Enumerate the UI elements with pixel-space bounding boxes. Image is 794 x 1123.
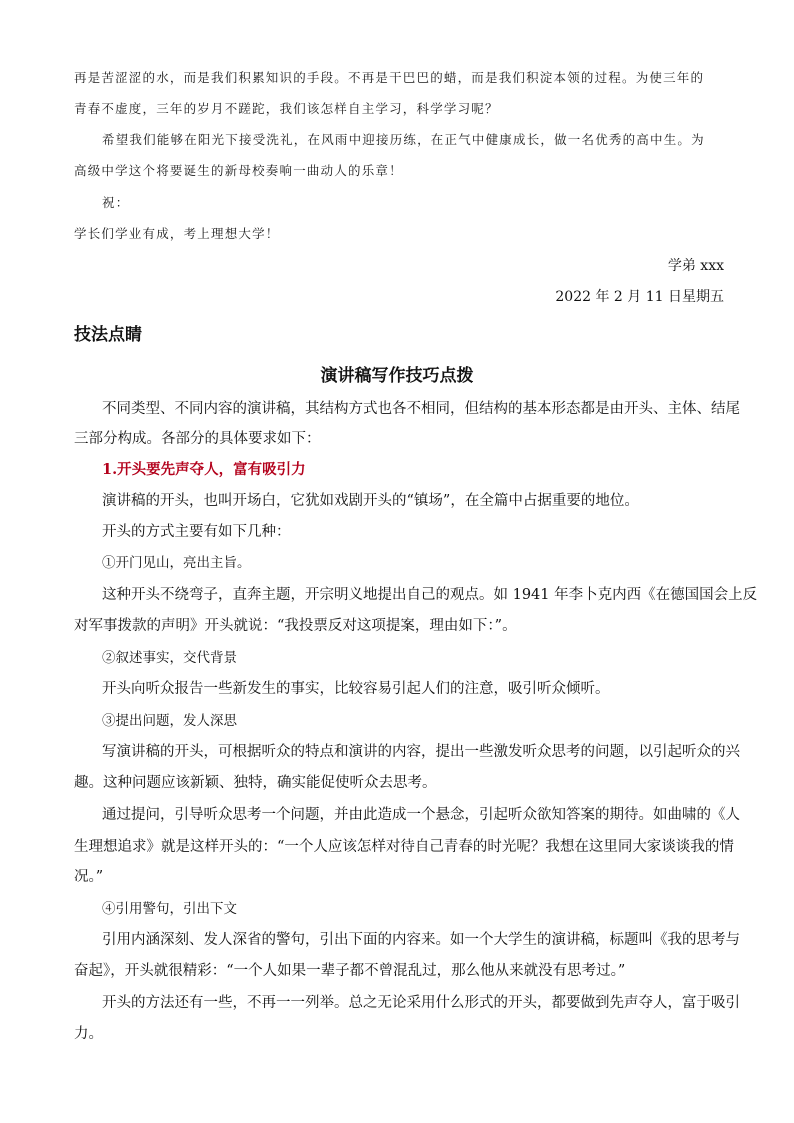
- intro-paragraph-cont: [74, 428, 724, 450]
- method-4-paragraph: [74, 929, 740, 951]
- closing-line-1: 开头的方法还有一些，不再一一列举。总之无论采用什么形式的开头，都要做到先声夺人，富于吸引: [102, 995, 740, 1011]
- letter-line-2: 青春不虚度，三年的岁月不蹉跎，我们该怎样自主学习，科学学习呢？: [74, 101, 499, 116]
- letter-date: 2022 年 2 月 11 日星期五: [555, 289, 724, 305]
- letter-wish: 学长们学业有成，考上理想大学！: [74, 226, 280, 241]
- method-3-paragraph-cont: [74, 772, 724, 794]
- opening-paragraph: [74, 490, 724, 512]
- point-1-heading: 1.开头要先声夺人，富有吸引力: [102, 461, 306, 478]
- section-heading: 技法点睛: [74, 325, 142, 345]
- intro-paragraph: [74, 398, 740, 420]
- method-1-paragraph-cont: [74, 615, 724, 637]
- methods-paragraph: [74, 521, 724, 543]
- method-1-title: ①开门见山，亮出主旨。: [102, 555, 251, 571]
- method-4-line-1: 引用内涵深刻、发人深省的警句，引出下面的内容来。如一个大学生的演讲稿，标题叫《我的思考与: [102, 932, 740, 948]
- method-1-paragraph: [74, 584, 758, 606]
- method-3b-line-1: 通过提问，引导听众思考一个问题，并由此造成一个悬念，引起听众欲知答案的期待。如曲啸的《人: [102, 807, 740, 823]
- methods-text: 开头的方式主要有如下几种：: [102, 524, 291, 540]
- intro-line-2: 三部分构成。各部分的具体要求如下：: [74, 431, 321, 447]
- method-4-paragraph-cont: [74, 960, 724, 982]
- letter-salutation: 祝：: [102, 195, 130, 210]
- method-2-title: ②叙述事实，交代背景: [102, 650, 237, 666]
- article-title: 演讲稿写作技巧点拨: [320, 366, 474, 386]
- method-3b-paragraph: [74, 804, 740, 826]
- method-3-line-1: 写演讲稿的开头，可根据听众的特点和演讲的内容，提出一些激发听众思考的问题，以引起听众的兴: [102, 744, 740, 760]
- method-3-title: ③提出问题，发人深思: [102, 713, 237, 729]
- closing-paragraph: [74, 992, 740, 1014]
- closing-paragraph-cont: [74, 1023, 724, 1045]
- letter-line-1: 再是苦涩涩的水，而是我们积累知识的手段。不再是干巴巴的蜡，而是我们积淀本领的过程。为使三年的: [74, 70, 705, 85]
- method-2-paragraph: [74, 678, 724, 700]
- closing-line-2: 力。: [74, 1026, 103, 1042]
- method-1-line-2: 对军事拨款的声明》开头就说：“我投票反对这项提案，理由如下：”。: [74, 618, 517, 634]
- intro-line-1: 不同类型、不同内容的演讲稿，其结构方式也各不相同，但结构的基本形态都是由开头、主体、结尾: [102, 401, 740, 417]
- method-2-text: 开头向听众报告一些新发生的事实，比较容易引起人们的注意，吸引听众倾听。: [102, 681, 610, 697]
- opening-text: 演讲稿的开头，也叫开场白，它犹如戏剧开头的“镇场”，在全篇中占据重要的地位。: [102, 493, 639, 509]
- method-3b-paragraph-cont: [74, 836, 734, 858]
- method-3b-line-3: 况。”: [74, 869, 104, 885]
- method-3b-line-2: 生理想追求》就是这样开头的：“一个人应该怎样对待自己青春的时光呢？我想在这里同大家谈谈我的情: [74, 839, 734, 855]
- letter-line-3: 希望我们能够在阳光下接受洗礼，在风雨中迎接历练，在正气中健康成长，做一名优秀的高中生。为: [102, 132, 705, 147]
- method-3-paragraph: [74, 741, 740, 763]
- method-3-line-2: 趣。这种问题应该新颖、独特，确实能促使听众去思考。: [74, 775, 437, 791]
- method-3b-paragraph-end: [74, 866, 724, 888]
- method-4-line-2: 奋起》，开头就很精彩：“一个人如果一辈子都不曾混乱过，那么他从来就没有思考过。”: [74, 963, 626, 979]
- letter-signature: 学弟 xxx: [667, 258, 724, 274]
- method-1-line-1: 这种开头不绕弯子，直奔主题，开宗明义地提出自己的观点。如 1941 年李卜克内西《在德国国会上反: [102, 587, 758, 603]
- method-4-title: ④引用警句，引出下文: [102, 901, 237, 917]
- letter-line-4: 高级中学这个将要诞生的新母校奏响一曲动人的乐章！: [74, 163, 403, 178]
